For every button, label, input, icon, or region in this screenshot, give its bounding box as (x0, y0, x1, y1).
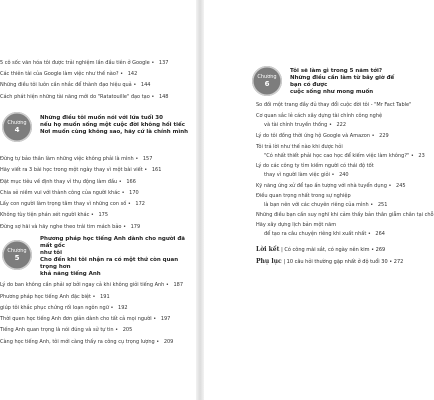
chapter-4-badge (2, 112, 32, 142)
toc-entry: Cách phát hiện những tài năng mới do "Ratatouille" đạo tạo • 148 (0, 94, 169, 100)
toc-entry: Tôi trả lời như thế nào khi được hỏi (256, 144, 343, 150)
toc-entry: Đừng tự bảo thân làm những việc không phải là mình • 157 (0, 156, 153, 162)
left-page (0, 0, 196, 400)
toc-entry: thay vì người làm việc giỏi • 240 (264, 172, 349, 178)
chapter-6-badge (252, 66, 282, 96)
chapter-label: Chương (7, 120, 27, 126)
chapter-label: Chương (7, 248, 27, 254)
toc-entry: Càng học tiếng Anh, tôi mới càng thấy ra công cụ trọng lượng • 209 (0, 339, 174, 345)
toc-entry: giúp tôi khắc phục chứng rối loạn ngôn ngữ • 192 (0, 305, 128, 311)
chapter-5-badge (2, 240, 32, 270)
toc-entry: Lý do các công ty tìm kiếm người có thái độ tốt (256, 163, 374, 169)
book-gutter (196, 0, 204, 400)
appendix-entry: Phụ lục | 10 câu hỏi thường gặp nhất ở độ tuổi 30 • 272 (256, 258, 404, 265)
toc-entry: 5 cô sốc văn hóa tôi được trải nghiệm lần đầu tiên ở Google • 137 (0, 60, 169, 66)
toc-entry: để tạo ra câu chuyện riêng khi xuất nhất • 264 (264, 231, 385, 237)
toc-entry: và tài chính truyền thống • 222 (264, 122, 347, 128)
toc-entry: Đặt mục tiêu về định thay vì thụ động làm đầu • 166 (0, 179, 136, 185)
toc-entry: Cơ quan sắc lẻ cách xây dựng tài chính công nghệ (256, 113, 383, 119)
chapter-number: 6 (264, 80, 270, 88)
toc-entry: Điều quan trọng nhất trong sự nghiệp (256, 193, 351, 199)
chapter-6-title: Tôi sẽ làm gì trong 5 năm tới? Những điều cần làm từ bây giờ để bạn có được cuộc sống như mong muốn (290, 68, 395, 95)
toc-entry: Hãy viết ra 3 bài học trong một ngày thay vì một bài viết • 161 (0, 167, 162, 173)
toc-entry: Thời quen học tiếng Anh đơn giản dành cho tất cả mọi người • 197 (0, 316, 171, 322)
toc-entry: Những điều tôi luôn cần nhắc để thành đạo hiệu quả • 144 (0, 82, 151, 88)
chapter-label: Chương (257, 74, 277, 80)
toc-entry: Những điều bạn cần suy nghĩ khi cảm thấy bản thân giẫm chân tại chỗ (256, 212, 434, 218)
toc-entry: Lý do tôi đồng thời ứng hộ Google và Amazon • 229 (256, 133, 389, 139)
chapter-4-title: Những điều tôi muốn nói với lứa tuổi 30 nếu họ muốn sống một cuộc đời không hối tiếc Nơi muốn cùng không sao, hãy cứ là chính mình (40, 115, 189, 135)
toc-entry: Kỹ năng ứng xử để tạo ấn tượng với nhà tuyển dụng • 245 (256, 183, 406, 189)
chapter-number: 4 (14, 126, 20, 134)
toc-entry: "Có nhất thiết phải học cao học để kiếm việc làm không?" • 23 (264, 153, 425, 159)
toc-entry: là bạn nên với các chuyên riêng của mình • 251 (264, 202, 388, 208)
toc-entry: Đừng sợ hãi và hãy nghe theo trái tim mách bảo • 179 (0, 224, 141, 230)
toc-entry: Các thiên tài của Google làm việc như thế nào? • 142 (0, 71, 138, 77)
toc-entry: Lấy con người làm trọng tâm thay vì những con số • 172 (0, 201, 145, 207)
toc-entry: Không tùy tiện phán xét người khác • 175 (0, 212, 109, 218)
afterword-entry: Lời kết | Có công mài sắt, có ngày nên kim • 269 (256, 246, 386, 253)
toc-entry: Hãy xây dựng lịch bản một năm (256, 222, 337, 228)
right-page (204, 0, 434, 400)
toc-entry: Tiếng Anh quan trọng là nói đúng và sử tự tin • 205 (0, 327, 133, 333)
toc-entry: Chia sẻ niềm vui với thành công của người khác • 170 (0, 190, 139, 196)
chapter-5-title: Phương pháp học tiếng Anh dành cho người đã mất gốc như tôi Cho đến khi tôi nhận ra có một thứ còn quan trọng hơn khả năng tiếng Anh (40, 236, 185, 277)
chapter-number: 5 (14, 254, 20, 262)
toc-entry: Lý do ban không cần phải sợ bởi ngay cả khi không giỏi tiếng Anh • 187 (0, 282, 184, 288)
toc-entry: Phương pháp học tiếng Anh đặc biệt • 191 (0, 294, 110, 300)
toc-entry: So đồi một trang đầy đủ thay đổi cuộc đời tôi - "Mr Fact Table" (256, 102, 412, 108)
